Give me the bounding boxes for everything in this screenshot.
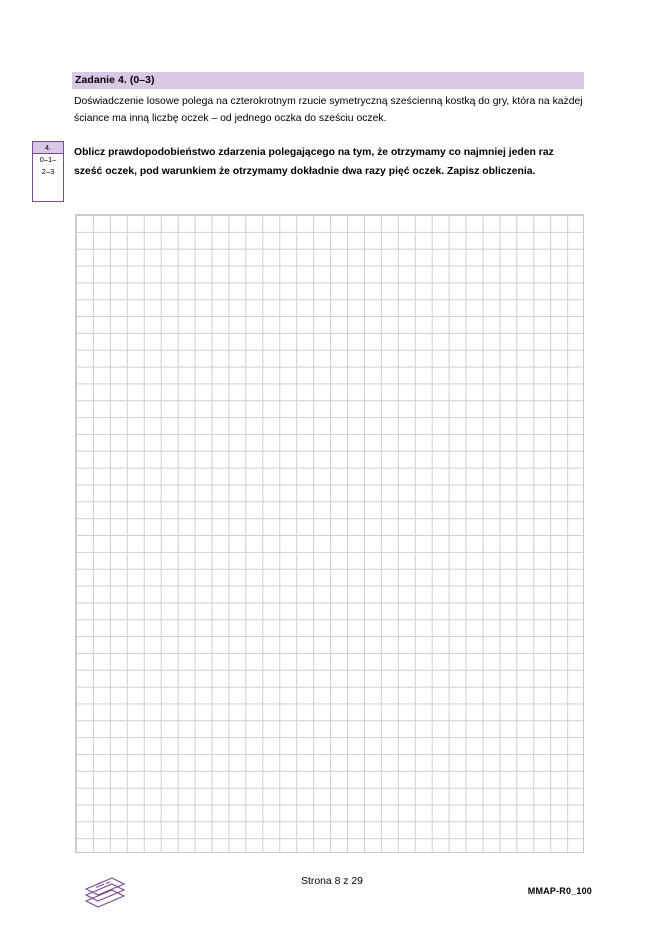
score-box-task-number: 4. (33, 142, 63, 154)
task-heading-label: Zadanie 4. (0–3) (75, 74, 155, 87)
score-box-blank-area (33, 178, 63, 201)
answer-grid-area[interactable] (75, 214, 584, 853)
exam-code-label: MMAP-R0_100 (527, 886, 592, 896)
task-heading-bar (72, 72, 584, 89)
task-command-text: Oblicz prawdopodobieństwo zdarzenia polegającego na tym, że otrzymamy co najmniej jeden raz sześć oczek, pod warunkiem że otrzymamy dokładnie dwa razy pięć oczek. Zapisz obliczenia. (74, 147, 554, 177)
score-box-line-1: 0–1– (39, 155, 57, 164)
score-box (32, 141, 64, 202)
score-box-line-2: 2–3 (41, 167, 55, 176)
page-number-label: Strona 8 z 29 (301, 876, 363, 887)
task-intro-text: Doświadczenie losowe polega na czterokrotnym rzucie symetryczną sześcienną kostką do gry, która na każdej ściance ma inną liczbę oczek – od jednego oczka do sześciu oczek. (74, 96, 583, 124)
